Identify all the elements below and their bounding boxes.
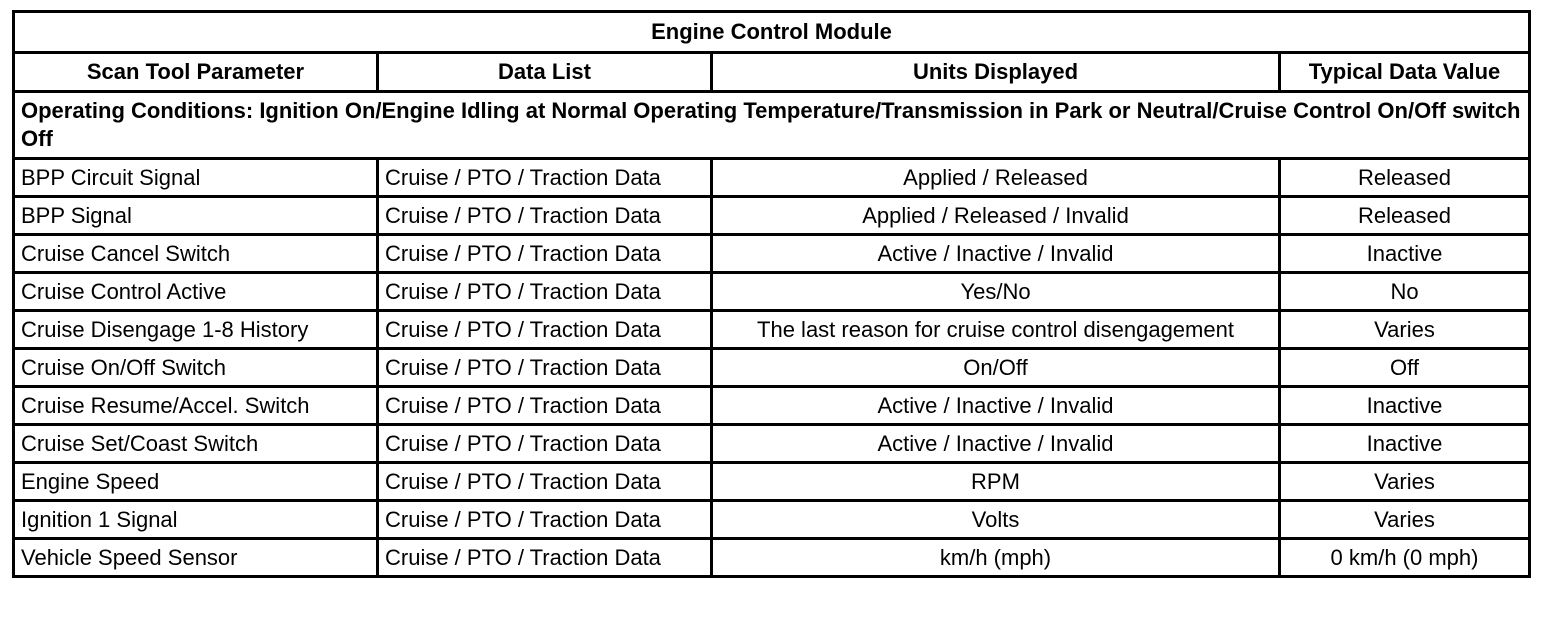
cell-units-displayed: Volts xyxy=(712,501,1280,539)
table-row xyxy=(14,501,1530,539)
cell-scan-tool-parameter: BPP Signal xyxy=(14,197,378,235)
table-row xyxy=(14,197,1530,235)
cell-data-list: Cruise / PTO / Traction Data xyxy=(378,387,712,425)
cell-typical-data-value: Off xyxy=(1280,349,1530,387)
cell-typical-data-value: Varies xyxy=(1280,463,1530,501)
cell-data-list: Cruise / PTO / Traction Data xyxy=(378,197,712,235)
cell-scan-tool-parameter: BPP Circuit Signal xyxy=(14,159,378,197)
cell-units-displayed: Active / Inactive / Invalid xyxy=(712,387,1280,425)
header-units-displayed: Units Displayed xyxy=(712,53,1280,92)
operating-conditions-row xyxy=(14,92,1530,159)
cell-typical-data-value: Varies xyxy=(1280,311,1530,349)
cell-units-displayed: Active / Inactive / Invalid xyxy=(712,235,1280,273)
cell-units-displayed: Yes/No xyxy=(712,273,1280,311)
cell-scan-tool-parameter: Cruise Set/Coast Switch xyxy=(14,425,378,463)
cell-data-list: Cruise / PTO / Traction Data xyxy=(378,311,712,349)
cell-typical-data-value: Varies xyxy=(1280,501,1530,539)
cell-units-displayed: RPM xyxy=(712,463,1280,501)
cell-typical-data-value: Inactive xyxy=(1280,235,1530,273)
cell-scan-tool-parameter: Cruise Resume/Accel. Switch xyxy=(14,387,378,425)
table-row xyxy=(14,311,1530,349)
cell-scan-tool-parameter: Cruise On/Off Switch xyxy=(14,349,378,387)
cell-scan-tool-parameter: Ignition 1 Signal xyxy=(14,501,378,539)
table-title-row xyxy=(14,12,1530,53)
cell-typical-data-value: Released xyxy=(1280,197,1530,235)
operating-conditions: Operating Conditions: Ignition On/Engine Idling at Normal Operating Temperature/Transmission in Park or Neutral/Cruise Control On/Off switch Off xyxy=(14,92,1530,159)
cell-data-list: Cruise / PTO / Traction Data xyxy=(378,235,712,273)
cell-units-displayed: The last reason for cruise control disengagement xyxy=(712,311,1280,349)
cell-data-list: Cruise / PTO / Traction Data xyxy=(378,463,712,501)
cell-units-displayed: Active / Inactive / Invalid xyxy=(712,425,1280,463)
cell-data-list: Cruise / PTO / Traction Data xyxy=(378,539,712,577)
table-title: Engine Control Module xyxy=(14,12,1530,53)
cell-data-list: Cruise / PTO / Traction Data xyxy=(378,273,712,311)
ecm-data-table-container xyxy=(12,10,1528,578)
cell-units-displayed: On/Off xyxy=(712,349,1280,387)
table-row xyxy=(14,159,1530,197)
cell-typical-data-value: Inactive xyxy=(1280,387,1530,425)
cell-data-list: Cruise / PTO / Traction Data xyxy=(378,425,712,463)
header-typical-data-value: Typical Data Value xyxy=(1280,53,1530,92)
table-row xyxy=(14,539,1530,577)
cell-typical-data-value: 0 km/h (0 mph) xyxy=(1280,539,1530,577)
cell-scan-tool-parameter: Engine Speed xyxy=(14,463,378,501)
cell-typical-data-value: Inactive xyxy=(1280,425,1530,463)
cell-units-displayed: Applied / Released xyxy=(712,159,1280,197)
cell-scan-tool-parameter: Vehicle Speed Sensor xyxy=(14,539,378,577)
cell-scan-tool-parameter: Cruise Disengage 1-8 History xyxy=(14,311,378,349)
table-row xyxy=(14,273,1530,311)
table-row xyxy=(14,235,1530,273)
table-header-row xyxy=(14,53,1530,92)
cell-typical-data-value: No xyxy=(1280,273,1530,311)
cell-units-displayed: km/h (mph) xyxy=(712,539,1280,577)
cell-typical-data-value: Released xyxy=(1280,159,1530,197)
table-row xyxy=(14,463,1530,501)
table-row xyxy=(14,349,1530,387)
cell-data-list: Cruise / PTO / Traction Data xyxy=(378,349,712,387)
cell-units-displayed: Applied / Released / Invalid xyxy=(712,197,1280,235)
table-row xyxy=(14,387,1530,425)
ecm-data-table xyxy=(12,10,1531,578)
cell-data-list: Cruise / PTO / Traction Data xyxy=(378,501,712,539)
cell-scan-tool-parameter: Cruise Cancel Switch xyxy=(14,235,378,273)
table-row xyxy=(14,425,1530,463)
header-data-list: Data List xyxy=(378,53,712,92)
header-scan-tool-parameter: Scan Tool Parameter xyxy=(14,53,378,92)
cell-data-list: Cruise / PTO / Traction Data xyxy=(378,159,712,197)
cell-scan-tool-parameter: Cruise Control Active xyxy=(14,273,378,311)
